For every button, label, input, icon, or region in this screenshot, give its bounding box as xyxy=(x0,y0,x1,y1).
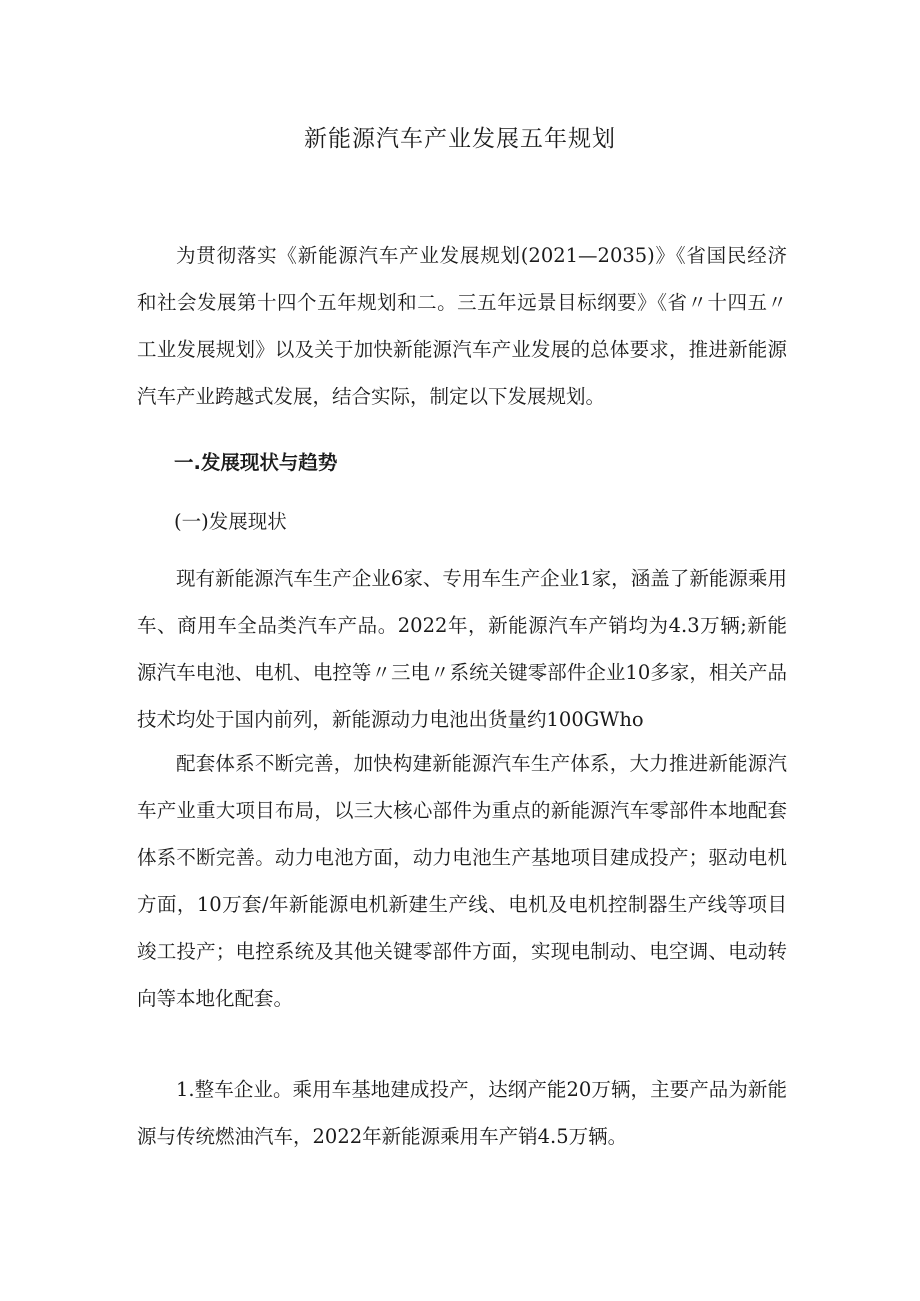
vehicle-enterprise-paragraph: 1.整车企业。乘用车基地建成投产，达纲产能20万辆，主要产品为新能源与传统燃油汽车，2022年新能源乘用车产销4.5万辆。 xyxy=(137,1078,787,1148)
status-paragraph: 现有新能源汽车生产企业6家、专用车生产企业1家，涵盖了新能源乘用车、商用车全品类汽车产品。2022年，新能源汽车产销均为4.3万辆;新能源汽车电池、电机、电控等〃三电〃系统关键零部件企业10多家，相关产品技术均处于国内前列，新能源动力电池出货量约100GWho xyxy=(137,567,787,731)
section-heading: 一.发展现状与趋势 xyxy=(174,451,338,474)
document-title: 新能源汽车产业发展五年规划 xyxy=(304,126,616,152)
supporting-system-paragraph: 配套体系不断完善，加快构建新能源汽车生产体系，大力推进新能源汽车产业重大项目布局，以三大核心部件为重点的新能源汽车零部件本地配套体系不断完善。动力电池方面，动力电池生产基地项目建成投产；驱动电机方面，10万套/年新能源电机新建生产线、电机及电机控制器生产线等项目竣工投产；电控系统及其他关键零部件方面，实现电制动、电空调、电动转向等本地化配套。 xyxy=(137,752,787,1010)
intro-paragraph: 为贯彻落实《新能源汽车产业发展规划(2021—2035)》《省国民经济和社会发展第十四个五年规划和二。三五年远景目标纲要》《省〃十四五〃工业发展规划》以及关于加快新能源汽车产业发展的总体要求，推进新能源汽车产业跨越式发展，结合实际，制定以下发展规划。 xyxy=(137,244,787,408)
subsection-heading: (一)发展现状 xyxy=(174,510,287,533)
